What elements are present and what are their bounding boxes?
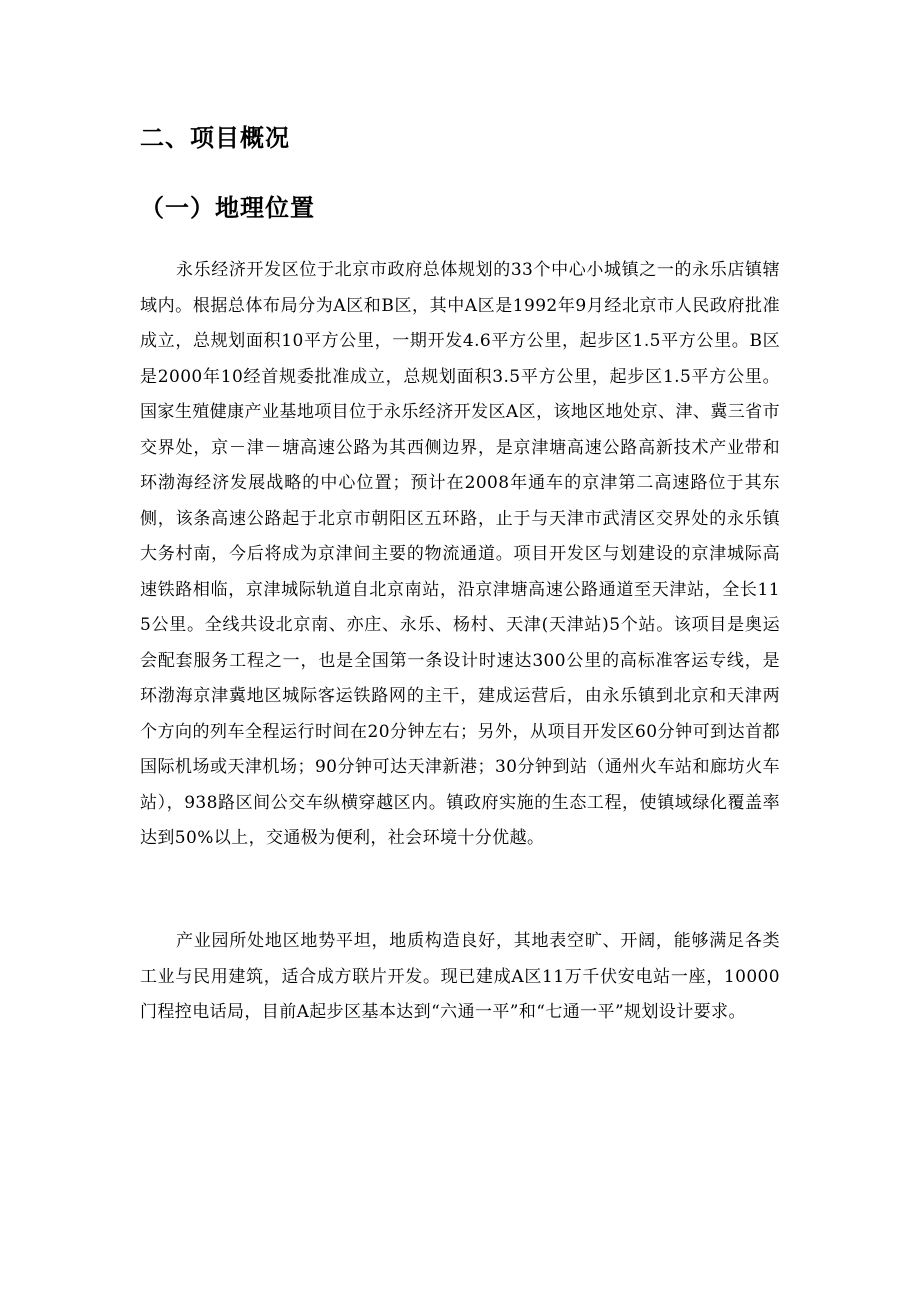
paragraph-terrain: 产业园所处地区地势平坦，地质构造良好，其地表空旷、开阔，能够满足各类工业与民用建筑，适合成方联片开发。现已建成A区11万千伏安电站一座，10000门程控电话局，目前A起步区基本达到“六通一平”和“七通一平”规划设计要求。 bbox=[140, 931, 780, 1022]
section-heading: 二、项目概况 bbox=[140, 124, 290, 152]
subsection-heading: （一）地理位置 bbox=[140, 194, 315, 222]
paragraph-location: 永乐经济开发区位于北京市政府总体规划的33个中心小城镇之一的永乐店镇辖域内。根据总体布局分为A区和B区，其中A区是1992年9月经北京市人民政府批准成立，总规划面积10平方公里，一期开发4.6平方公里，起步区1.5平方公里。B区是2000年10经首规委批准成立，总规划面积3.5平方公里，起步区1.5平方公里。国家生殖健康产业基地项目位于永乐经济开发区A区，该地区地处京、津、冀三省市交界处，京－津－塘高速公路为其西侧边界，是京津塘高速公路高新技术产业带和环渤海经济发展战略的中心位置；预计在2008年通车的京津第二高速路位于其东侧，该条高速公路起于北京市朝阳区五环路，止于与天津市武清区交界处的永乐镇大务村南，今后将成为京津间主要的物流通道。项目开发区与划建设的京津城际高速铁路相临，京津城际轨道自北京南站，沿京津塘高速公路通道至天津站，全长115公里。全线共设北京南、亦庄、永乐、杨村、天津(天津站)5个站。该项目是奥运会配套服务工程之一，也是全国第一条设计时速达300公里的高标准客运专线，是环渤海京津冀地区城际客运铁路网的主干，建成运营后，由永乐镇到北京和天津两个方向的列车全程运行时间在20分钟左右；另外，从项目开发区60分钟可到达首都国际机场或天津机场；90分钟可达天津新港；30分钟到站（通州火车站和廊坊火车站），938路区间公交车纵横穿越区内。镇政府实施的生态工程，使镇域绿化覆盖率达到50%以上，交通极为便利，社会环境十分优越。 bbox=[140, 260, 780, 848]
